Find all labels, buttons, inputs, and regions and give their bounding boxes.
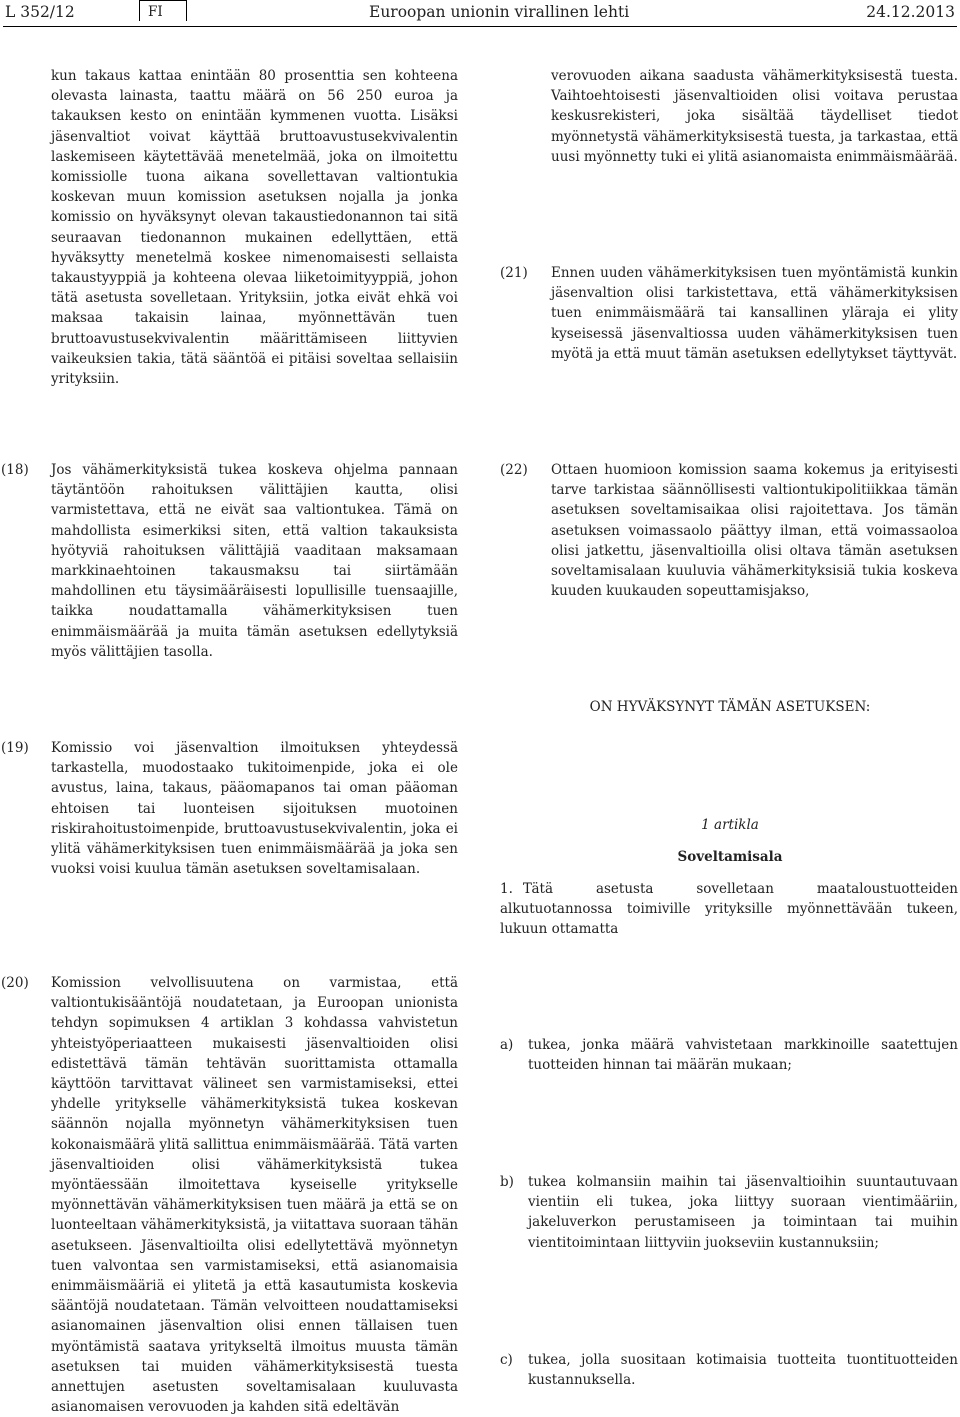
article-number: 1 artikla (701, 817, 759, 833)
paragraph-number: 1. (500, 881, 513, 897)
continuation-text-left (51, 66, 458, 389)
recital-text: Jos vähämerkityksistä tukea koskeva ohjelma pannaan täytäntöön rahoituksen välittäjien kautta, olisi varmistettava, että ne eivät saa valtiontukea. Tämä on mahdollista esimerkiksi siten, että valtion takauksista hyötyviä rahoituksen välittäjiä vaaditaan maksamaan markkinaehtoinen takausmaksu tai siirtämään mahdollinen etu täysimääräisesti lopullisille tuensaajille, taikka noudattamalla vähämerkityksisen tuen enimmäismäärää ja muita tämän asetuksen edellytyksiä myös välittäjien tasolla. (51, 462, 458, 660)
recital-text: Komission velvollisuutena on varmistaa, että valtiontukisääntöjä noudatetaan, ja Euroopan unionista tehdyn sopimuksen 4 artiklan 3 kohdassa vahvistetun yhteistyöperiaatteen mukaisesti jäsenvaltioiden olisi edistettävä tämän tehtävän suorittamista ottamalla käyttöön tarvittavat välineet sen varmistamiseksi, ettei yhdelle yritykselle vähämerkityksistä tukea koskevan säännön nojalla myönnetyn vähämerkityksisen tuen kokonaismäärä ylitä sallittua enimmäismäärää. Tätä varten jäsenvaltioiden olisi vähämerkityksistä tukea myöntäessään ilmoitettava kyseiselle yritykselle myönnettävän vähämerkityksisen tuen määrä ja että se on luonteeltaan vähämerkityksistä, ja viitattava suoraan tähän asetukseen. Jäsenvaltioilta olisi edellytettävä myönnetyn tuen valvontaa sen varmistamiseksi, että asianomaisia enimmäismääriä ei ylitetä ja että kasautumista koskevia sääntöjä noudatetaan. Tämän velvoitteen noudattamiseksi asianomainen jäsenvaltion olisi ennen tällaisen tuen myöntämistä saatava yritykseltä ilmoitus muusta tämän asetuksen tai muiden vähämerkityksisestä tuesta annettujen asetusten soveltamisalaan kuuluvasta asianomaisen verovuoden ja kahden sitä edeltävän (51, 975, 459, 1416)
continuation-text-right (551, 66, 958, 167)
journal-title: Euroopan unionin virallinen lehti (369, 3, 630, 21)
point-text: tukea kolmansiin maihin tai jäsenvaltioihin suuntautuvaan vientiin eli tukea, joka liittyy suoraan vientimääriin, jakeluverkon perustamiseen ja toimintaan tai muihin vientitoimintaan liittyviin juokseviin kustannuksiin; (528, 1174, 958, 1251)
point-label: a) (500, 1037, 514, 1053)
recital-number: (21) (500, 265, 528, 281)
page-header (3, 0, 957, 27)
recital-text: Ottaen huomioon komission saama kokemus ja erityisesti tarve tarkistaa säännöllisesti valtiontukipolitiikkaa tämän asetuksen soveltamisaikaa olisi rajoitettava. Jos tämän asetuksen voimassaolo päättyy ilman, että voimassaoloa olisi jatkettu, jäsenvaltioilla olisi oltava tämän asetuksen soveltamisalaan kuuluvia vähämerkityksisiä tukia koskeva kuuden kuukauden sopeuttamisjakso, (551, 462, 958, 600)
page-reference: L 352/12 (5, 3, 75, 21)
adoption-formula (500, 697, 960, 717)
recital-number: (19) (1, 740, 29, 756)
article-heading (500, 815, 960, 867)
publication-date: 24.12.2013 (866, 3, 955, 21)
point-label: c) (500, 1352, 513, 1368)
point-text: tukea, jolla suositaan kotimaisia tuotteita tuontituotteiden kustannuksella. (528, 1352, 958, 1389)
paragraph (500, 879, 958, 940)
paragraph: kun takaus kattaa enintään 80 prosenttia sen kohteena olevasta lainasta, taattu määrä on 56 250 euroa ja takauksen kesto on enintään kymmenen vuotta. Lisäksi jäsenvaltiot voivat käyttää bruttoavustusekvivalentin laskemiseen käytettävää menetelmää, joka on ilmoitettu komissiolle tuona aikana sovellettavan valtiontukia koskevan muun komission asetuksen nojalla ja jonka komissio on hyväksynyt olevan takaustiedonannon tai sitä seuraavan tiedonannon mukainen edellyttäen, että hyväksytty menetelmä koskee nimenomaisesti sellaista takaustyyppiä ja kohteena olevaa liiketoimityyppiä, johon tätä asetusta sovelletaan. Yrityksiin, jotka eivät ehkä voi maksaa takaisin lainaa, myönnettävän tuen bruttoavustusekvivalentin määrittämiseen liittyvien vaikeuksien takia, tätä sääntöä ei pitäisi soveltaa sellaisiin yrityksiin. (51, 68, 458, 388)
recital-text: Komissio voi jäsenvaltion ilmoituksen yhteydessä tarkastella, muodostaako tukitoimenpide, joka ei ole avustus, laina, takaus, pääomapanos tai oman pääoman ehtoisen tai luonteisen sijoituksen muotoinen riskirahoitustoimenpide, bruttoavustusekvivalentin, joka ei ylitä vähämerkityksisen tuen enimmäismäärää ja joka sen vuoksi voisi kuulua tämän asetuksen soveltamisalaan. (51, 740, 458, 878)
recital-number: (18) (1, 462, 29, 478)
paragraph-text: Tätä asetusta sovelletaan maataloustuotteiden alkutuotannossa toimiville yrityksille myönnettävään tukeen, lukuun ottamatta (500, 881, 958, 938)
adoption-text: ON HYVÄKSYNYT TÄMÄN ASETUKSEN: (589, 699, 871, 715)
recital-text: Ennen uuden vähämerkityksisen tuen myöntämistä kunkin jäsenvaltion olisi tarkistettava, että vähämerkityksisen tuen enimmäismäärä tai kansallinen yläraja ei ylity kyseisessä jäsenvaltiossa uuden vähämerkityksisen tuen myötä ja että muut tämän asetuksen edellytykset täyttyvät. (551, 265, 958, 362)
recital-number: (20) (1, 975, 29, 991)
language-badge: FI (139, 0, 187, 21)
paragraph: verovuoden aikana saadusta vähämerkityksisestä tuesta. Vaihtoehtoisesti jäsenvaltioiden olisi voitava perustaa keskusrekisteri, joka sisältää täydelliset tiedot myönnetystä vähämerkityksisestä tuesta, ja tarkastaa, että uusi myönnetty tuki ei ylitä asianomaista enimmäismäärää. (551, 68, 958, 165)
article-paragraph-1 (500, 879, 958, 940)
point-label: b) (500, 1174, 514, 1190)
recital-number: (22) (500, 462, 528, 478)
point-text: tukea, jonka määrä vahvistetaan markkinoille saatettujen tuotteiden hinnan tai määrän mukaan; (528, 1037, 958, 1074)
article-title: Soveltamisala (677, 849, 783, 866)
